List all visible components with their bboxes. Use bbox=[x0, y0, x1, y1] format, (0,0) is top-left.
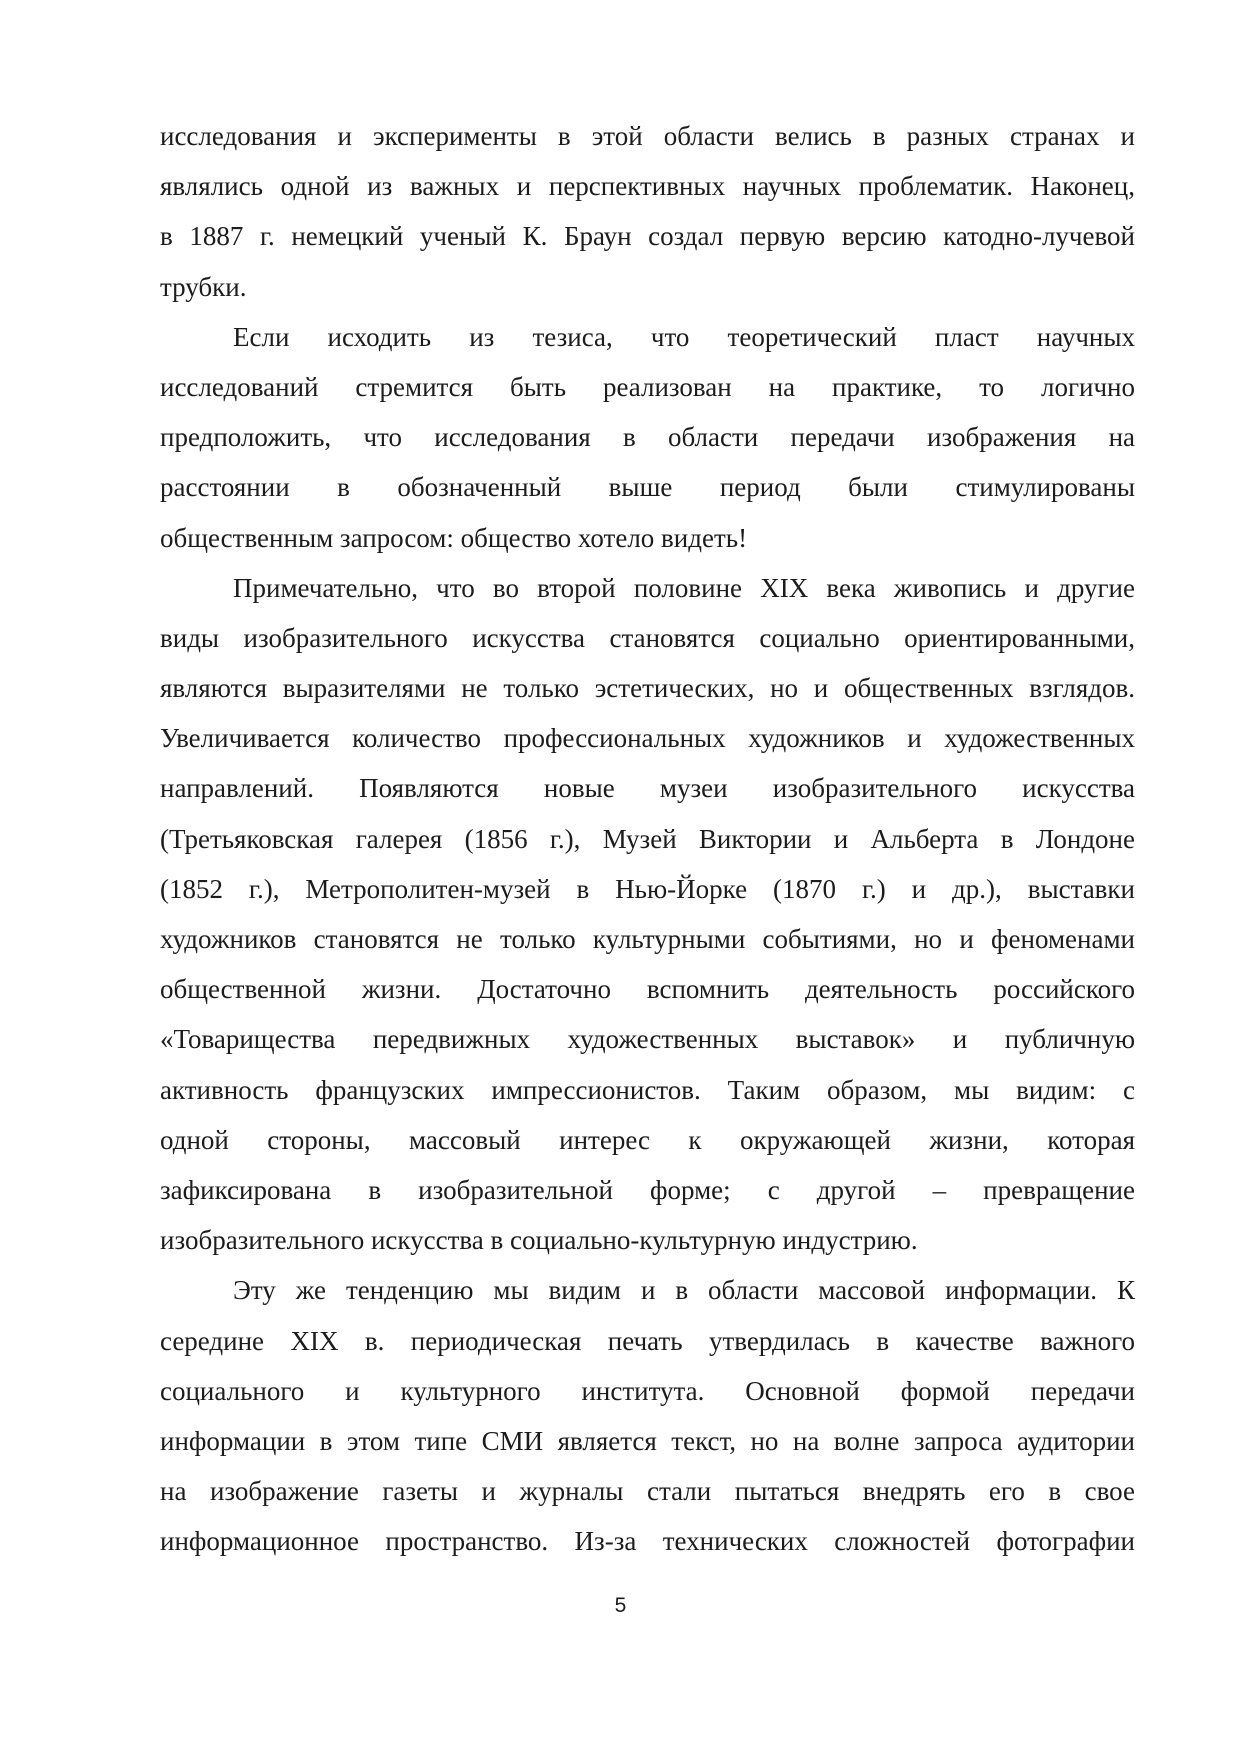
text-line: общественным запросом: общество хотело видеть! bbox=[160, 522, 748, 553]
text-line: расстоянии в обозначенный выше период были стимулированы bbox=[160, 472, 1135, 503]
paragraph bbox=[160, 312, 1135, 563]
text-line: Примечательно, что во второй половине XIX века живопись и другие bbox=[233, 572, 1135, 603]
text-line: направлений. Появляются новые музеи изобразительного искусства bbox=[160, 773, 1135, 804]
text-line: являются выразителями не только эстетических, но и общественных взглядов. bbox=[160, 673, 1135, 704]
page-number: 5 bbox=[614, 1594, 627, 1617]
text-line: исследования и эксперименты в этой области велись в разных странах и bbox=[160, 121, 1135, 151]
body-text bbox=[160, 111, 1135, 1566]
text-line: на изображение газеты и журналы стали пытаться внедрять его в свое bbox=[160, 1476, 1135, 1507]
text-line: активность французских импрессионистов. Таким образом, мы видим: с bbox=[160, 1074, 1135, 1105]
text-line: изобразительного искусства в социально-культурную индустрию. bbox=[160, 1225, 918, 1256]
text-line: середине XIX в. периодическая печать утвердилась в качестве важного bbox=[160, 1325, 1135, 1356]
text-line: трубки. bbox=[160, 271, 247, 302]
paragraph bbox=[160, 563, 1135, 1266]
text-line: информационное пространство. Из-за технических сложностей фотографии bbox=[160, 1526, 1135, 1557]
text-line: «Товарищества передвижных художественных выставок» и публичную bbox=[160, 1024, 1135, 1055]
text-line: в 1887 г. немецкий ученый К. Браун создал первую версию катодно-лучевой bbox=[160, 221, 1135, 252]
text-line: зафиксирована в изобразительной форме; с другой – превращение bbox=[160, 1174, 1135, 1205]
text-line: Если исходить из тезиса, что теоретический пласт научных bbox=[233, 321, 1135, 352]
text-line: информации в этом типе СМИ является текст, но на волне запроса аудитории bbox=[160, 1425, 1135, 1456]
text-line: (Третьяковская галерея (1856 г.), Музей Виктории и Альберта в Лондоне bbox=[160, 823, 1135, 854]
text-line: виды изобразительного искусства становятся социально ориентированными, bbox=[160, 622, 1135, 653]
text-line: общественной жизни. Достаточно вспомнить деятельность российского bbox=[160, 974, 1135, 1005]
text-line: (1852 г.), Метрополитен-музей в Нью-Йорке (1870 г.) и др.), выставки bbox=[160, 873, 1135, 904]
text-line: Увеличивается количество профессиональных художников и художественных bbox=[160, 723, 1135, 754]
paragraph bbox=[160, 111, 1135, 312]
text-line: одной стороны, массовый интерес к окружающей жизни, которая bbox=[160, 1124, 1135, 1155]
text-line: предположить, что исследования в области передачи изображения на bbox=[160, 422, 1135, 453]
text-line: исследований стремится быть реализован на практике, то логично bbox=[160, 371, 1135, 402]
text-line: Эту же тенденцию мы видим и в области массовой информации. К bbox=[233, 1275, 1135, 1306]
text-line: являлись одной из важных и перспективных научных проблематик. Наконец, bbox=[160, 171, 1135, 202]
paragraph bbox=[160, 1265, 1135, 1566]
text-line: социального и культурного института. Основной формой передачи bbox=[160, 1375, 1135, 1406]
text-line: художников становятся не только культурными событиями, но и феноменами bbox=[160, 924, 1135, 954]
